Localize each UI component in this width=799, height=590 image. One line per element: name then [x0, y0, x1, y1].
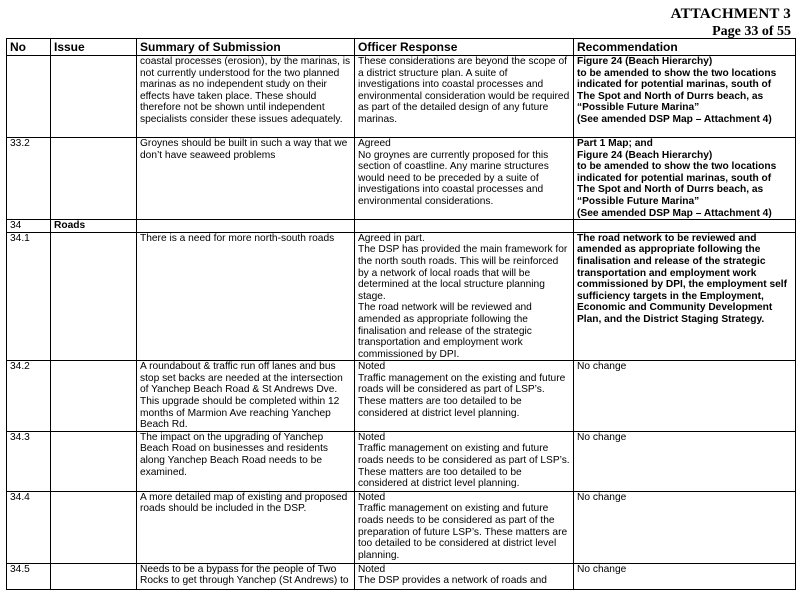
cell-summary: coastal processes (erosion), by the marinas, is not currently understood for the two planned marinas as no independent study on their effects have taken place. These should therefore not be shown until independent specialists consider these issues adequately. [137, 56, 355, 138]
table-row [7, 431, 796, 491]
cell-response: Noted Traffic management on existing and future roads needs to be considered as part of the preparation of future LSP’s. These matters are too detailed to be considered at district level planning. [355, 491, 574, 563]
cell-no: 34.2 [7, 361, 51, 432]
cell-response: Noted Traffic management on existing and future roads needs to be considered as part of LSP’s. These matters are too detailed to be considered at district level planning. [355, 431, 574, 491]
cell-response: These considerations are beyond the scope of a district structure plan. A suite of investigations into coastal processes and environmental consideration would be required as part of the detailed design of any future marinas. [355, 56, 574, 138]
cell-summary [137, 220, 355, 233]
cell-recommendation: The road network to be reviewed and amended as appropriate following the finalisation and release of the strategic transportation and employment work commissioned by DPI, the employment self sufficiency targets in the Employment, Economic and Community Development Plan, and the District Staging Strategy. [574, 232, 796, 361]
cell-no: 34.3 [7, 431, 51, 491]
table-row [7, 220, 796, 233]
table-row [7, 361, 796, 432]
cell-no: 34.4 [7, 491, 51, 563]
cell-recommendation [574, 220, 796, 233]
cell-issue [51, 138, 137, 220]
cell-response: Agreed No groynes are currently proposed for this section of coastline. Any marine structures would need to be preceded by a suite of investigations into coastal processes and environmental considerations. [355, 138, 574, 220]
cell-no: 34.1 [7, 232, 51, 361]
cell-summary: Groynes should be built in such a way that we don’t have seaweed problems [137, 138, 355, 220]
cell-issue [51, 563, 137, 589]
cell-issue [51, 431, 137, 491]
cell-issue [51, 56, 137, 138]
column-header-recommendation: Recommendation [574, 39, 796, 56]
cell-issue [51, 491, 137, 563]
page-number: Page 33 of 55 [712, 24, 791, 39]
cell-response: Agreed in part. The DSP has provided the main framework for the north south roads. This will be reinforced by a network of local roads that will be determined at the local structure planning stage. The road network will be reviewed and amended as appropriate following the finalisation and release of the strategic transportation and employment work commissioned by DPI. [355, 232, 574, 361]
cell-recommendation: Figure 24 (Beach Hierarchy) to be amended to show the two locations indicated for potential marinas, south of The Spot and North of Durrs beach, as “Possible Future Marina” (See amended DSP Map – Attachment 4) [574, 56, 796, 138]
column-header-no: No [7, 39, 51, 56]
table-header-row [7, 39, 796, 56]
cell-no: 34.5 [7, 563, 51, 589]
cell-response: Noted Traffic management on the existing and future roads will be considered as part of LSP’s. These matters are too detailed to be considered at district level planning. [355, 361, 574, 432]
cell-recommendation: No change [574, 431, 796, 491]
cell-recommendation: No change [574, 563, 796, 589]
cell-issue [51, 232, 137, 361]
table-row [7, 563, 796, 589]
attachment-label: ATTACHMENT 3 [670, 6, 791, 22]
table-row [7, 138, 796, 220]
column-header-summary: Summary of Submission [137, 39, 355, 56]
cell-summary: There is a need for more north-south roads [137, 232, 355, 361]
cell-issue [51, 361, 137, 432]
table-row [7, 56, 796, 138]
cell-summary: A roundabout & traffic run off lanes and bus stop set backs are needed at the intersection of Yanchep Beach Road & St Andrews Dve. This upgrade should be completed within 12 months of Marmion Ave reaching Yanchep Beach Rd. [137, 361, 355, 432]
cell-no: 34 [7, 220, 51, 233]
cell-response: Noted The DSP provides a network of roads and [355, 563, 574, 589]
table-row [7, 491, 796, 563]
cell-issue: Roads [51, 220, 137, 233]
cell-summary: The impact on the upgrading of Yanchep Beach Road on businesses and residents along Yanchep Beach Road needs to be examined. [137, 431, 355, 491]
page-header [671, 6, 791, 40]
submissions-table [6, 38, 796, 590]
cell-summary: A more detailed map of existing and proposed roads should be included in the DSP. [137, 491, 355, 563]
cell-summary: Needs to be a bypass for the people of Two Rocks to get through Yanchep (St Andrews) to [137, 563, 355, 589]
column-header-issue: Issue [51, 39, 137, 56]
cell-recommendation: No change [574, 361, 796, 432]
cell-no [7, 56, 51, 138]
column-header-response: Officer Response [355, 39, 574, 56]
cell-response [355, 220, 574, 233]
table-row [7, 232, 796, 361]
cell-recommendation: No change [574, 491, 796, 563]
cell-no: 33.2 [7, 138, 51, 220]
cell-recommendation: Part 1 Map; and Figure 24 (Beach Hierarchy) to be amended to show the two locations indicated for potential marinas, south of The Spot and North of Durrs beach, as “Possible Future Marina” (See amended DSP Map – Attachment 4) [574, 138, 796, 220]
